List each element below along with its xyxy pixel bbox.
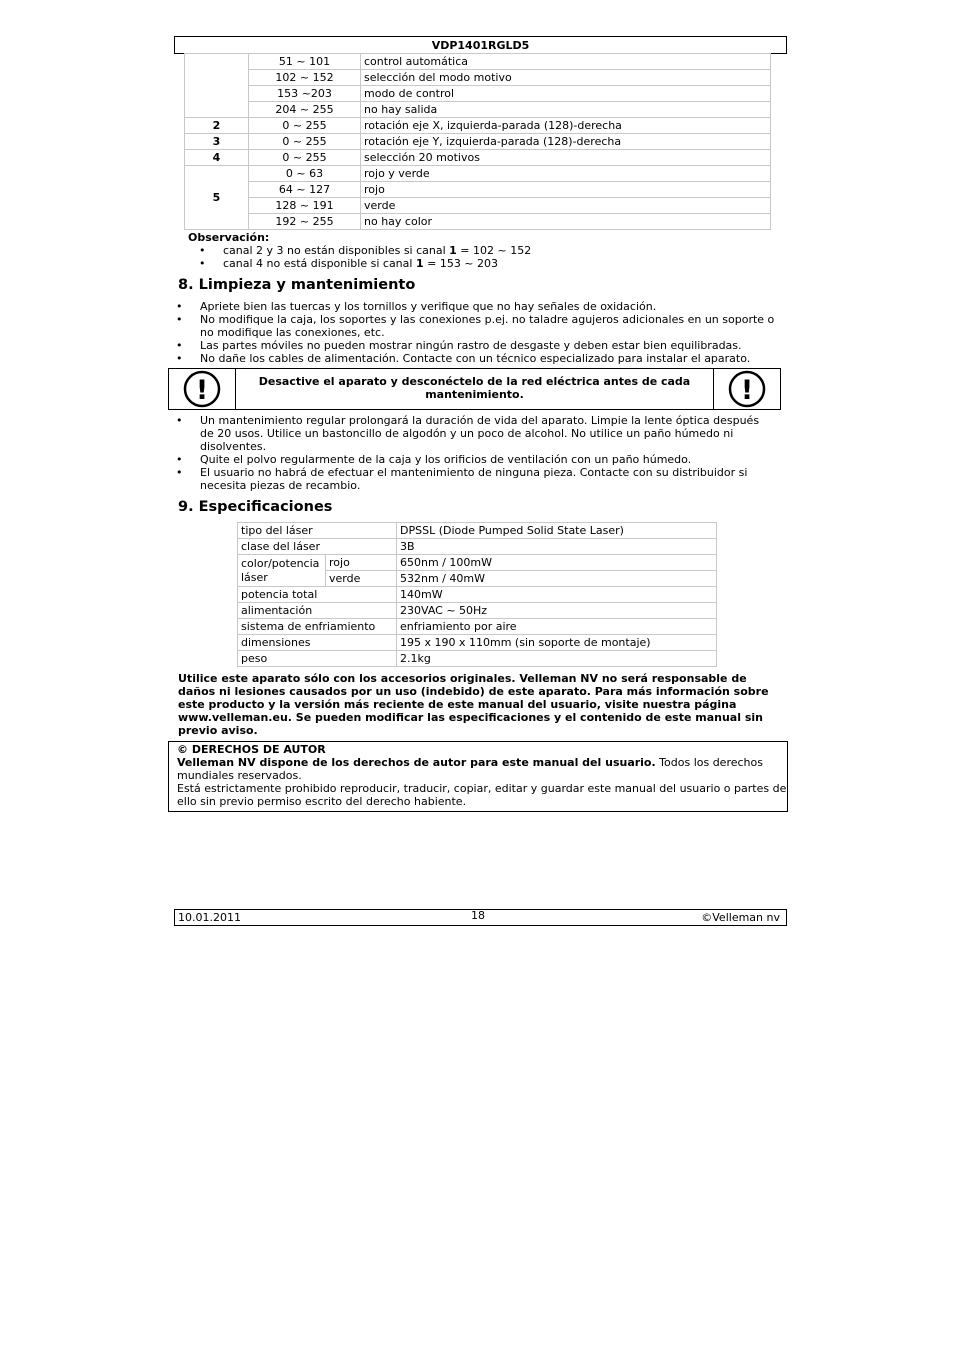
spec-table bbox=[237, 522, 717, 667]
range-cell: 51 ~ 101 bbox=[249, 54, 361, 70]
range-cell: 128 ~ 191 bbox=[249, 198, 361, 214]
copyright-box bbox=[168, 741, 788, 812]
function-cell: rotación eje Y, izquierda-parada (128)-derecha bbox=[361, 134, 771, 150]
table-row bbox=[185, 118, 771, 134]
channel-cell: 4 bbox=[185, 150, 249, 166]
range-cell: 0 ~ 255 bbox=[249, 150, 361, 166]
table-row bbox=[185, 86, 771, 102]
function-cell: rojo bbox=[361, 182, 771, 198]
page-footer bbox=[174, 909, 787, 926]
function-cell: verde bbox=[361, 198, 771, 214]
function-cell: rotación eje X, izquierda-parada (128)-derecha bbox=[361, 118, 771, 134]
list-item: • Quite el polvo regularmente de la caja y los orificios de ventilación con un paño húmedo. bbox=[200, 453, 775, 466]
range-cell: 0 ~ 255 bbox=[249, 134, 361, 150]
table-row: color/potencia láser rojo 650nm / 100mW bbox=[238, 555, 717, 571]
function-cell: no hay color bbox=[361, 214, 771, 230]
channel-cell: 5 bbox=[185, 166, 249, 230]
table-row bbox=[185, 70, 771, 86]
table-row bbox=[185, 102, 771, 118]
maintenance-list-2 bbox=[200, 414, 775, 492]
warning-box bbox=[168, 368, 781, 410]
range-cell: 204 ~ 255 bbox=[249, 102, 361, 118]
section-9-title: 9. Especificaciones bbox=[178, 499, 333, 515]
note-item: • canal 2 y 3 no están disponibles si canal 1 = 102 ~ 152 bbox=[223, 244, 763, 257]
footer-brand: ©Velleman nv bbox=[701, 911, 780, 924]
range-cell: 0 ~ 255 bbox=[249, 118, 361, 134]
function-cell: no hay salida bbox=[361, 102, 771, 118]
channel-cell: 2 bbox=[185, 118, 249, 134]
copyright-title: © DERECHOS DE AUTOR bbox=[177, 743, 326, 756]
footer-date: 10.01.2011 bbox=[178, 911, 241, 924]
range-cell: 153 ~203 bbox=[249, 86, 361, 102]
table-row bbox=[185, 150, 771, 166]
function-cell: control automática bbox=[361, 54, 771, 70]
note-list bbox=[223, 244, 763, 270]
table-row: sistema de enfriamiento enfriamiento por aire bbox=[238, 619, 717, 635]
channel-cell bbox=[185, 54, 249, 118]
function-cell: selección del modo motivo bbox=[361, 70, 771, 86]
disclaimer-text: Utilice este aparato sólo con los accesorios originales. Velleman NV no será responsable de daños ni lesiones causados por un uso (indebido) de este aparato. Para más información sobre este producto y la versión más reciente de este manual del usuario, visite nuestra página www.velleman.eu. Se pueden modificar las especificaciones y el contenido de este manual sin previo aviso. bbox=[178, 672, 769, 737]
range-cell: 192 ~ 255 bbox=[249, 214, 361, 230]
table-row: clase del láser 3B bbox=[238, 539, 717, 555]
model-number: VDP1401RGLD5 bbox=[431, 39, 530, 52]
list-item: • No dañe los cables de alimentación. Contacte con un técnico especializado para instalar el aparato. bbox=[200, 352, 775, 365]
function-cell: modo de control bbox=[361, 86, 771, 102]
table-row bbox=[185, 198, 771, 214]
table-row: verde 532nm / 40mW bbox=[238, 571, 717, 587]
svg-text:!: ! bbox=[740, 375, 754, 406]
note-title: Observación: bbox=[188, 231, 270, 244]
channel-table bbox=[184, 53, 771, 230]
exclamation-icon bbox=[169, 369, 236, 409]
note-item: • canal 4 no está disponible si canal 1 = 153 ~ 203 bbox=[223, 257, 763, 270]
table-row bbox=[185, 54, 771, 70]
channel-cell: 3 bbox=[185, 134, 249, 150]
table-row: alimentación 230VAC ~ 50Hz bbox=[238, 603, 717, 619]
svg-text:!: ! bbox=[195, 375, 209, 406]
copyright-text-2: Está estrictamente prohibido reproducir, traducir, copiar, editar y guardar este manual del usuario o partes de ello sin previo permiso escrito del derecho habiente. bbox=[177, 782, 787, 808]
table-row: potencia total 140mW bbox=[238, 587, 717, 603]
table-row bbox=[185, 214, 771, 230]
copyright-text: Velleman NV dispone de los derechos de autor para este manual del usuario. Todos los derechos mundiales reservados. bbox=[177, 756, 763, 782]
list-item: • El usuario no habrá de efectuar el mantenimiento de ninguna pieza. Contacte con su distribuidor si necesita piezas de recambio. bbox=[200, 466, 775, 492]
function-cell: rojo y verde bbox=[361, 166, 771, 182]
table-row: dimensiones 195 x 190 x 110mm (sin soporte de montaje) bbox=[238, 635, 717, 651]
list-item: • No modifique la caja, los soportes y las conexiones p.ej. no taladre agujeros adicionales en un soporte o no modifique las conexiones, etc. bbox=[200, 313, 775, 339]
list-item: • Las partes móviles no pueden mostrar ningún rastro de desgaste y deben estar bien equilibradas. bbox=[200, 339, 775, 352]
table-row bbox=[185, 134, 771, 150]
function-cell: selección 20 motivos bbox=[361, 150, 771, 166]
table-row: peso 2.1kg bbox=[238, 651, 717, 667]
maintenance-list bbox=[200, 300, 775, 365]
section-8-title: 8. Limpieza y mantenimiento bbox=[178, 277, 416, 293]
table-row: tipo del láser DPSSL (Diode Pumped Solid State Laser) bbox=[238, 523, 717, 539]
list-item: • Apriete bien las tuercas y los tornillos y verifique que no hay señales de oxidación. bbox=[200, 300, 775, 313]
range-cell: 0 ~ 63 bbox=[249, 166, 361, 182]
page-number: 18 bbox=[471, 909, 485, 922]
list-item: • Un mantenimiento regular prolongará la duración de vida del aparato. Limpie la lente óptica después de 20 usos. Utilice un bastoncillo de algodón y un poco de alcohol. No utilice un paño húmedo ni disolventes. bbox=[200, 414, 775, 453]
exclamation-icon bbox=[713, 369, 780, 409]
range-cell: 64 ~ 127 bbox=[249, 182, 361, 198]
warning-text: Desactive el aparato y desconéctelo de la red eléctrica antes de cada mantenimiento. bbox=[258, 375, 691, 401]
document-header bbox=[174, 36, 787, 54]
range-cell: 102 ~ 152 bbox=[249, 70, 361, 86]
table-row bbox=[185, 182, 771, 198]
table-row bbox=[185, 166, 771, 182]
